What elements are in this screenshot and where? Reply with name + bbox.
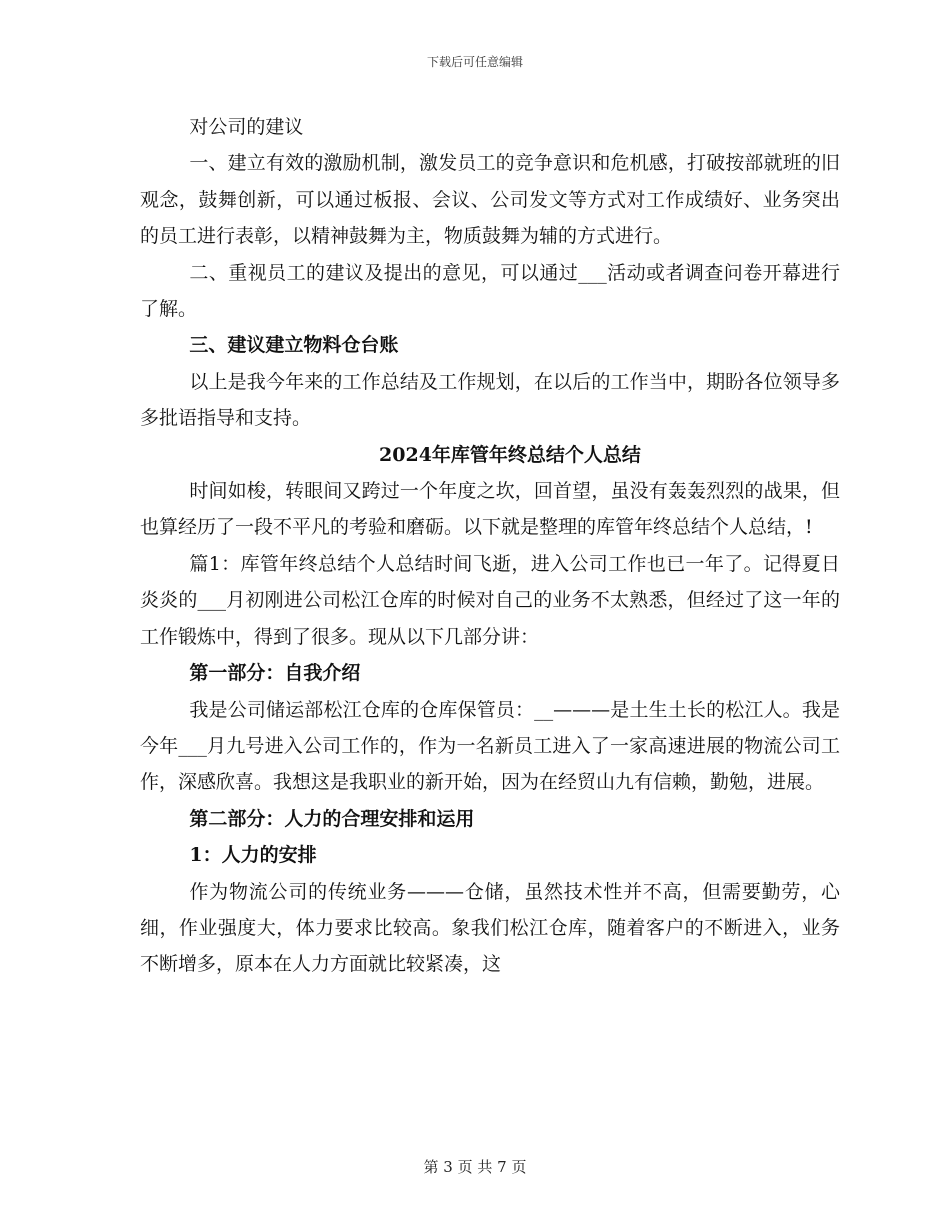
page-number: 第 3 页 共 7 页 xyxy=(423,1158,527,1176)
paragraph-article-1: 篇1：库管年终总结个人总结时间飞逝，进入公司工作也已一年了。记得夏日炎炎的___月初刚进公司松江仓库的时候对自己的业务不太熟悉，但经过了这一年的工作锻炼中，得到了很多。现从以下几部分讲： xyxy=(140,552,840,648)
paragraph-closing: 以上是我今年来的工作总结及工作规划，在以后的工作当中，期盼各位领导多多批语指导和支持。 xyxy=(140,370,840,430)
paragraph-suggestion-1: 一、建立有效的激励机制，激发员工的竞争意识和危机感，打破按部就班的旧观念，鼓舞创新，可以通过板报、会议、公司发文等方式对工作成绩好、业务突出的员工进行表彰，以精神鼓舞为主，物质鼓舞为辅的方式进行。 xyxy=(140,152,840,248)
heading-part-2: 第二部分：人力的合理安排和运用 xyxy=(189,807,475,830)
section-title: 2024年库管年终总结个人总结 xyxy=(379,443,641,466)
paragraph-intro: 时间如梭，转眼间又跨过一个年度之坎，回首望，虽没有轰轰烈烈的战果，但也算经历了一段不平凡的考验和磨砺。以下就是整理的库管年终总结个人总结，! xyxy=(140,480,840,539)
paragraph-suggestions-heading: 对公司的建议 xyxy=(189,116,304,138)
heading-subsection-1: 1：人力的安排 xyxy=(189,844,317,867)
document-body xyxy=(140,109,840,983)
paragraph-self-intro: 我是公司储运部松江仓库的仓库保管员：__———是土生土长的松江人。我是今年___月九号进入公司工作的，作为一名新员工进入了一家高速进展的物流公司工作，深感欣喜。我想这是我职业的新开始，因为在经贸山九有信赖，勤勉，进展。 xyxy=(140,698,840,794)
paragraph-suggestion-3: 三、建议建立物料仓台账 xyxy=(189,334,399,357)
heading-part-1: 第一部分：自我介绍 xyxy=(189,662,361,685)
paragraph-staffing: 作为物流公司的传统业务———仓储，虽然技术性并不高，但需要勤劳，心细，作业强度大，体力要求比较高。象我们松江仓库，随着客户的不断进入，业务不断增多，原本在人力方面就比较紧凑，这 xyxy=(140,880,840,976)
page-header-note: 下载后可任意编辑 xyxy=(426,55,523,69)
paragraph-suggestion-2: 二、重视员工的建议及提出的意见，可以通过___活动或者调查问卷开幕进行了解。 xyxy=(140,261,840,321)
